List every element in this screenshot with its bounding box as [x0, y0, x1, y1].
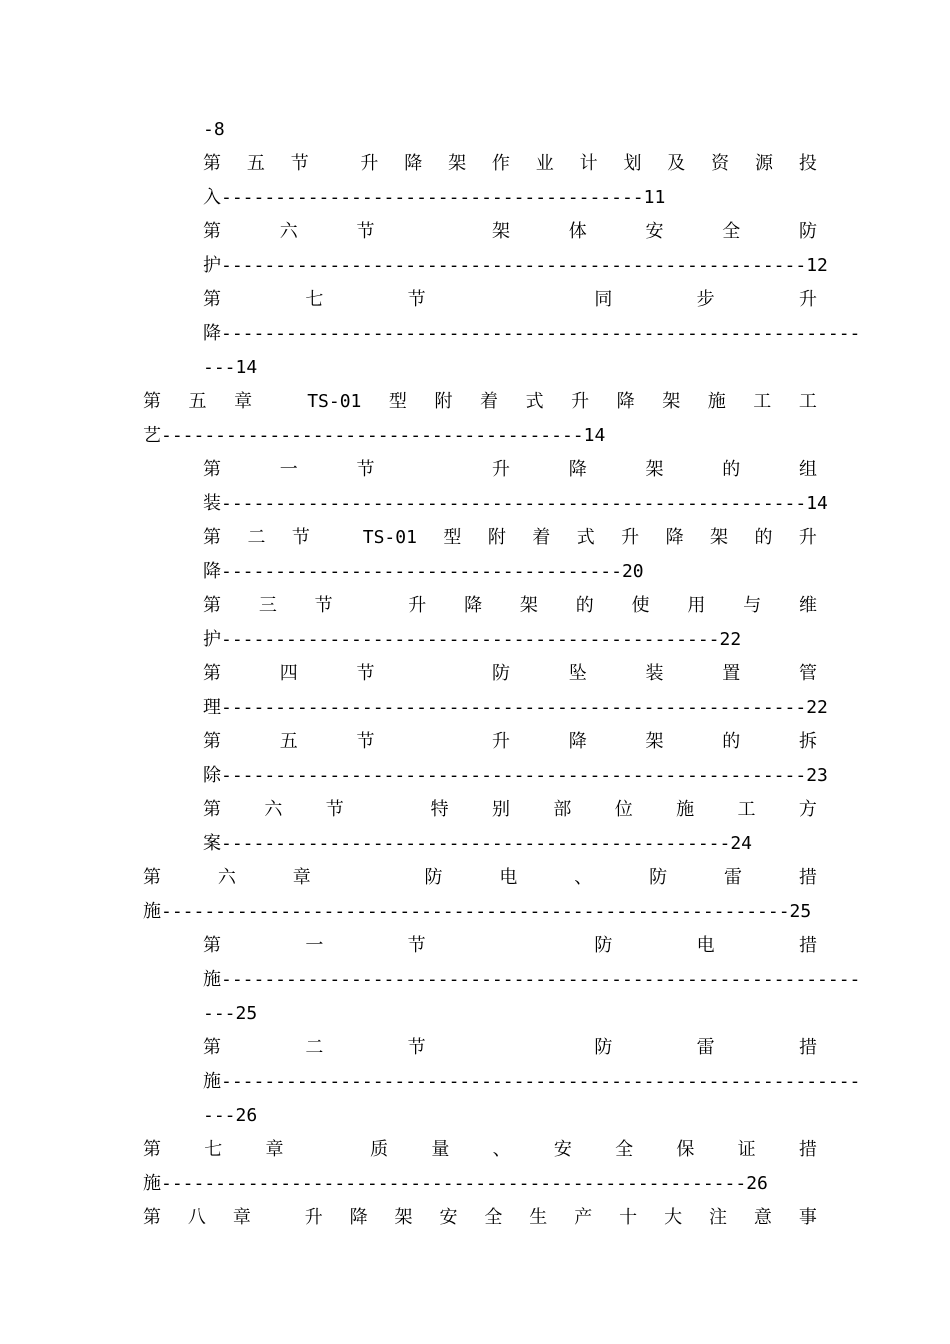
toc-char: 第 [143, 1139, 161, 1160]
toc-entry-leader: ---26 [203, 1105, 258, 1126]
toc-char: 施 [676, 799, 695, 820]
toc-entry-title [203, 526, 817, 550]
toc-entry-leader: 装------------------------------------------------------14 [203, 493, 828, 514]
toc-char: 十 [619, 1207, 638, 1228]
toc-char: 升 [360, 153, 379, 174]
toc-char: 节 [356, 663, 375, 684]
toc-char: 第 [203, 935, 221, 956]
toc-char: 工 [798, 391, 817, 412]
toc-char: 量 [431, 1139, 450, 1160]
toc-char: 节 [325, 799, 344, 820]
toc-char: 第 [203, 527, 221, 548]
toc-entry-leader: 护------------------------------------------------------12 [203, 255, 828, 276]
toc-char: 第 [203, 153, 221, 174]
toc-char: 的 [575, 595, 594, 616]
toc-char: 着 [532, 527, 551, 548]
toc-char: 第 [143, 391, 161, 412]
toc-char: 五 [188, 391, 207, 412]
toc-char: 六 [217, 867, 236, 888]
toc-entry-leader: 入---------------------------------------11 [203, 187, 666, 208]
toc-char: 节 [356, 221, 375, 242]
toc-char: 六 [264, 799, 283, 820]
toc-char: 拆 [799, 731, 817, 752]
toc-char: 一 [279, 459, 298, 480]
toc-entry-title [203, 288, 817, 312]
toc-char: 电 [696, 935, 715, 956]
toc-char: 升 [492, 459, 510, 480]
toc-char: 措 [798, 1037, 817, 1058]
toc-char: 的 [722, 731, 741, 752]
toc-char: 架 [519, 595, 538, 616]
toc-entry-title [203, 798, 817, 822]
toc-char: 型 [443, 527, 462, 548]
toc-char: 型 [388, 391, 407, 412]
toc-char: 维 [798, 595, 817, 616]
toc-char: 式 [525, 391, 544, 412]
toc-char: 节 [356, 459, 375, 480]
toc-entry-title [203, 594, 817, 618]
toc-entry-leader: ---14 [203, 357, 258, 378]
toc-char: 章 [232, 1207, 251, 1228]
toc-char: 部 [553, 799, 572, 820]
toc-char: 及 [667, 153, 686, 174]
toc-char: 节 [356, 731, 375, 752]
toc-char: 二 [247, 527, 266, 548]
toc-char: 着 [480, 391, 499, 412]
toc-char: 降 [349, 1207, 368, 1228]
toc-entry-title [203, 1036, 817, 1060]
toc-char: 降 [665, 527, 684, 548]
toc-entry-title [203, 220, 817, 244]
toc-char: 保 [676, 1139, 695, 1160]
toc-entry-title [203, 662, 817, 686]
toc-char: 升 [798, 289, 817, 310]
toc-entry-leader: 降----------------------------------------------------------- [203, 323, 861, 344]
toc-char: 第 [203, 731, 221, 752]
toc-char: 章 [265, 1139, 284, 1160]
toc-char: 防 [594, 1037, 613, 1058]
toc-char: 附 [487, 527, 506, 548]
toc-char: 降 [568, 731, 587, 752]
toc-char: 管 [799, 663, 817, 684]
toc-entry-title [143, 390, 817, 414]
toc-char: 二 [305, 1037, 324, 1058]
toc-char: 防 [649, 867, 668, 888]
toc-char: 施 [707, 391, 726, 412]
toc-char: 、 [492, 1139, 511, 1160]
toc-char: 质 [370, 1139, 389, 1160]
toc-char: 特 [430, 799, 449, 820]
toc-char: 升 [621, 527, 640, 548]
toc-char: 组 [799, 459, 817, 480]
toc-char: 雷 [696, 1037, 715, 1058]
toc-char: 措 [798, 1139, 817, 1160]
toc-char: 装 [645, 663, 664, 684]
toc-char: 同 [594, 289, 613, 310]
toc-entry-leader: 艺---------------------------------------14 [143, 425, 606, 446]
toc-char: 资 [711, 153, 730, 174]
toc-char: 一 [305, 935, 324, 956]
toc-char: 第 [203, 663, 221, 684]
toc-char: 安 [439, 1207, 458, 1228]
toc-char: 第 [203, 595, 221, 616]
toc-char: 七 [305, 289, 324, 310]
toc-char: 划 [623, 153, 642, 174]
toc-char: 作 [491, 153, 510, 174]
toc-char: 电 [499, 867, 518, 888]
toc-char: 措 [798, 935, 817, 956]
toc-char: 八 [187, 1207, 206, 1228]
toc-char: 节 [314, 595, 333, 616]
toc-char: 注 [708, 1207, 727, 1228]
toc-char: 措 [798, 867, 817, 888]
toc-char: 升 [798, 527, 817, 548]
toc-char: 第 [203, 799, 221, 820]
toc-char: 节 [407, 1037, 426, 1058]
toc-char: 架 [645, 731, 664, 752]
toc-char: 节 [407, 289, 426, 310]
toc-char: 、 [574, 867, 593, 888]
toc-entry-leader: 案-----------------------------------------------24 [203, 833, 753, 854]
toc-char: 降 [404, 153, 423, 174]
toc-char: 升 [571, 391, 590, 412]
toc-char: 安 [553, 1139, 572, 1160]
toc-char: 第 [203, 459, 221, 480]
toc-char: 升 [304, 1207, 323, 1228]
toc-entry-leader: ---25 [203, 1003, 258, 1024]
toc-char: 业 [535, 153, 554, 174]
toc-char: 章 [234, 391, 253, 412]
toc-entry-title [203, 152, 817, 176]
toc-char: 全 [722, 221, 741, 242]
toc-char: 第 [143, 867, 161, 888]
toc-char: 的 [722, 459, 741, 480]
toc-char: TS-01 [362, 527, 417, 548]
toc-char: 降 [616, 391, 635, 412]
toc-char: 投 [798, 153, 817, 174]
toc-char: 降 [568, 459, 587, 480]
toc-char: 架 [662, 391, 681, 412]
toc-char: 的 [754, 527, 773, 548]
toc-entry-title [203, 458, 817, 482]
toc-char: 方 [798, 799, 817, 820]
toc-char: 第 [143, 1207, 161, 1228]
toc-entry-leader: 施----------------------------------------------------------25 [143, 901, 812, 922]
toc-char: 第 [203, 221, 221, 242]
toc-char: 生 [529, 1207, 548, 1228]
toc-char: 第 [203, 1037, 221, 1058]
toc-char: 位 [614, 799, 633, 820]
toc-char: 架 [645, 459, 664, 480]
toc-char: 节 [407, 935, 426, 956]
toc-char: 升 [492, 731, 510, 752]
toc-entry-leader: 施----------------------------------------------------------- [203, 969, 861, 990]
toc-char: 大 [664, 1207, 683, 1228]
toc-char: 防 [799, 221, 817, 242]
toc-char: 章 [292, 867, 311, 888]
toc-char: 全 [484, 1207, 503, 1228]
toc-char: 雷 [724, 867, 742, 888]
toc-char: 体 [568, 221, 587, 242]
toc-entry-leader: 理------------------------------------------------------22 [203, 697, 828, 718]
toc-char: 意 [753, 1207, 772, 1228]
toc-entry-title [203, 730, 817, 754]
toc-char: 七 [204, 1139, 223, 1160]
toc-char: 架 [492, 221, 510, 242]
toc-char: 六 [279, 221, 298, 242]
toc-char: 用 [687, 595, 706, 616]
toc-char: 事 [798, 1207, 817, 1228]
toc-char: 附 [434, 391, 453, 412]
toc-char: 第 [203, 289, 221, 310]
toc-char: 架 [710, 527, 728, 548]
toc-char: 升 [408, 595, 427, 616]
toc-entry-leader: 降-------------------------------------20 [203, 561, 644, 582]
toc-char: 别 [491, 799, 510, 820]
toc-entry-title [143, 1206, 817, 1230]
toc-char: 五 [246, 153, 265, 174]
toc-char: 五 [279, 731, 298, 752]
toc-entry-title [203, 934, 817, 958]
toc-char: 步 [696, 289, 715, 310]
toc-char: 置 [722, 663, 741, 684]
toc-char: 架 [448, 153, 467, 174]
toc-char: 防 [492, 663, 510, 684]
toc-char: 节 [291, 527, 310, 548]
toc-entry-leader: 护----------------------------------------------22 [203, 629, 742, 650]
toc-char: 式 [576, 527, 595, 548]
toc-char: 产 [574, 1207, 593, 1228]
toc-entry-leader: 施------------------------------------------------------26 [143, 1173, 768, 1194]
toc-entry-leader: 除------------------------------------------------------23 [203, 765, 828, 786]
toc-char: TS-01 [307, 391, 362, 412]
toc-char: 四 [279, 663, 298, 684]
toc-char: 坠 [568, 663, 587, 684]
toc-char: 使 [631, 595, 650, 616]
toc-char: 工 [737, 799, 756, 820]
toc-char: 与 [743, 595, 762, 616]
toc-char: 安 [645, 221, 664, 242]
toc-entry-title [143, 866, 817, 890]
toc-char: 降 [464, 595, 483, 616]
toc-char: 全 [615, 1139, 634, 1160]
toc-entry-leader: -8 [203, 119, 225, 140]
toc-char: 源 [754, 153, 773, 174]
toc-char: 防 [424, 867, 443, 888]
toc-char: 架 [394, 1207, 413, 1228]
toc-char: 工 [753, 391, 772, 412]
toc-char: 防 [594, 935, 613, 956]
toc-char: 节 [290, 153, 309, 174]
toc-char: 证 [737, 1139, 756, 1160]
toc-char: 三 [258, 595, 277, 616]
toc-entry-title [143, 1138, 817, 1162]
toc-char: 计 [579, 153, 598, 174]
toc-entry-leader: 施----------------------------------------------------------- [203, 1071, 861, 1092]
